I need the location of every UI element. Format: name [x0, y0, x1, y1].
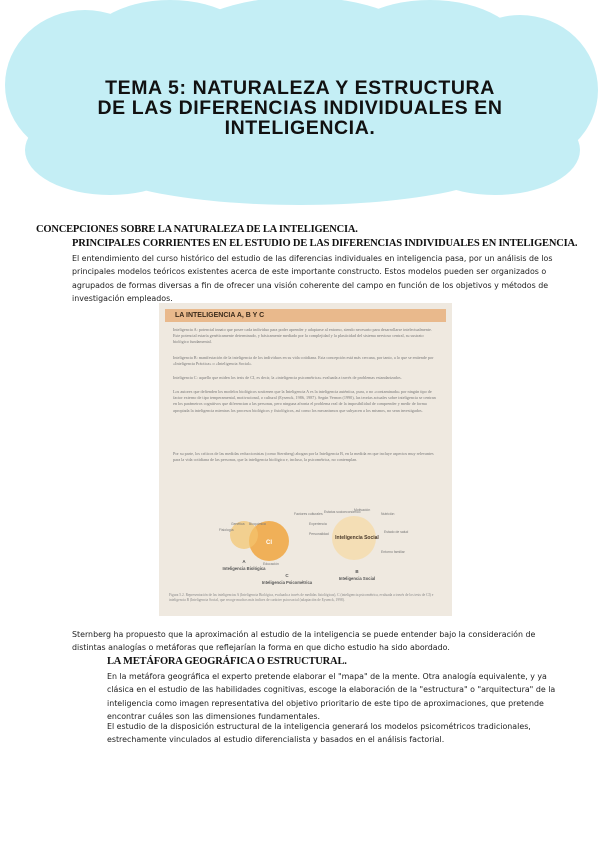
figure-para-b: Inteligencia B: manifestación de la inteligencia de los individuos en su vida cotidiana. Esta concepción está más cercana, por tanto, a lo que se entiende por «Inteligencia Práctica» o «Inteligencia Social».: [173, 355, 434, 367]
page-title: [70, 78, 530, 138]
diagram-word: Estado de salud: [384, 530, 409, 534]
figure-para-d: Los autores que defienden los modelos biológicos sostienen que la Inteligencia A es la inteligencia auténtica, pura, o no «contaminada» por ningún tipo de factor externo de tipo temperamental, motivacional, o cultural (Eysenck, 1986, 1987). Según Vernon (1990), las teorías actuales sobre inteligencia se centran en los parámetros cognitivos que diferencian a las personas, pero ninguna afronta el problema real de la imposibilidad de comprender y medir de forma apropiada la inteligencia mientras los procesos biológicos y fisiológicos, así como los mecanismos que subyacen a los mismos, no sean investigados.: [173, 389, 436, 413]
figure-para-e: Por su parte, los críticos de las medidas reduccionistas (como Sternberg) abogan por la Inteligencia B, en la medida en que incluye aspectos muy relevantes para la vida cotidiana de las personas, que la inteligencia biológica e, incluso, la psicométrica, no contemplan.: [173, 451, 434, 463]
figure-diagram: [159, 303, 452, 616]
diagram-word: Motivación: [354, 508, 371, 512]
title-line-1: TEMA 5: NATURALEZA Y ESTRUCTURA: [105, 77, 495, 99]
label-a: A: [242, 559, 246, 564]
diagram-word: Nutrición: [381, 512, 395, 516]
label-c2: Inteligencia Psicométrica: [261, 580, 313, 585]
label-b2: Inteligencia Social: [338, 576, 376, 581]
diagram-word: Personalidad: [309, 532, 329, 536]
diagram-word: Bioquímica: [249, 522, 266, 526]
title-line-3: INTELIGENCIA.: [224, 117, 376, 139]
figure-caption: Figura 5.2. Representación de las inteligencias A (Inteligencia Biológica, evaluada a través de medidas fisiológicas), C (inteligencia psicométrica, evaluada a través de los tests de CI) e inteligencia B (Inteligencia Social, que recoge muchos más índices de carácter psicosocial (adaptación de Eysenck, 1998).: [169, 593, 434, 602]
figure-para-c: Inteligencia C: aquello que miden los tests de CI, es decir, la «inteligencia psicométrica» evaluada a través de problemas estandarizados.: [173, 375, 402, 380]
label-a2: Inteligencia Biológica: [222, 566, 266, 571]
figure-image: [159, 303, 452, 616]
diagram-word: Estatus socioeconómico: [324, 510, 361, 514]
title-line-2: DE LAS DIFERENCIAS INDIVIDUALES EN: [97, 97, 503, 119]
diagram-word: Entorno familiar: [381, 550, 405, 554]
diagram-word: Genética: [231, 522, 245, 526]
metaphor-paragraph-2: El estudio de la disposición estructural de la inteligencia generará los modelos psicométricos tradicionales, estrechamente vinculados al estudio diferencialista y basados en el análisis factorial.: [107, 722, 531, 745]
ci-label: CI: [266, 540, 272, 546]
label-c: C: [285, 573, 289, 578]
diagram-word: Educación: [263, 562, 279, 566]
figure-para-a: Inteligencia A: potencial innato que posee cada individuo para poder aprender y adaptarse al entorno, siendo necesario para desarrollarse intelectualmente. Este potencial estaría genéticamente determinado, y básicamente mediado por la complejidad y la plasticidad del sistema nervioso central, su sustrato biológico fundamental.: [173, 327, 432, 345]
metaphor-heading: LA METÁFORA GEOGRÁFICA O ESTRUCTURAL.: [107, 656, 347, 667]
diagram-word: Experiencia: [309, 522, 327, 526]
figure-header: LA INTELIGENCIA A, B Y C: [165, 309, 446, 322]
social-label: Inteligencia Social: [335, 535, 379, 541]
section-subheading: PRINCIPALES CORRIENTES EN EL ESTUDIO DE LAS DIFERENCIAS INDIVIDUALES EN INTELIGENCIA.: [72, 238, 578, 249]
sternberg-paragraph: Sternberg ha propuesto que la aproximación al estudio de la inteligencia se puede entender bajo la consideración de distintas analogías o metáforas que reflejarían la forma en que dicho estudio ha sido abordado.: [72, 630, 536, 653]
diagram-word: Factores culturales: [294, 512, 323, 516]
label-b: B: [355, 569, 359, 574]
diagram-word: Fisiología: [219, 528, 234, 532]
intro-paragraph: El entendimiento del curso histórico del estudio de las diferencias individuales en inteligencia pasa, por un análisis de los principales modelos teóricos existentes acerca de este importante constructo. Estos modelos pueden ser organizados o agrupados de formas diversas a fin de ofrecer una visión coherente del campo en función de los objetivos y métodos de investigación empleados.: [72, 254, 553, 303]
metaphor-paragraph-1: En la metáfora geográfica el experto pretende elaborar el "mapa" de la mente. Otra analogía equivalente, y ya clásica en el estudio de las habilidades cognitivas, escoge la elaboración de la "estructura" o "arquitectura" de la inteligencia como imagen representativa del objetivo prioritario de este tipo de aproximaciones, que pretende encontrar cuáles son las dimensiones fundamentales.: [107, 672, 556, 721]
section-heading: CONCEPCIONES SOBRE LA NATURALEZA DE LA INTELIGENCIA.: [36, 224, 358, 235]
